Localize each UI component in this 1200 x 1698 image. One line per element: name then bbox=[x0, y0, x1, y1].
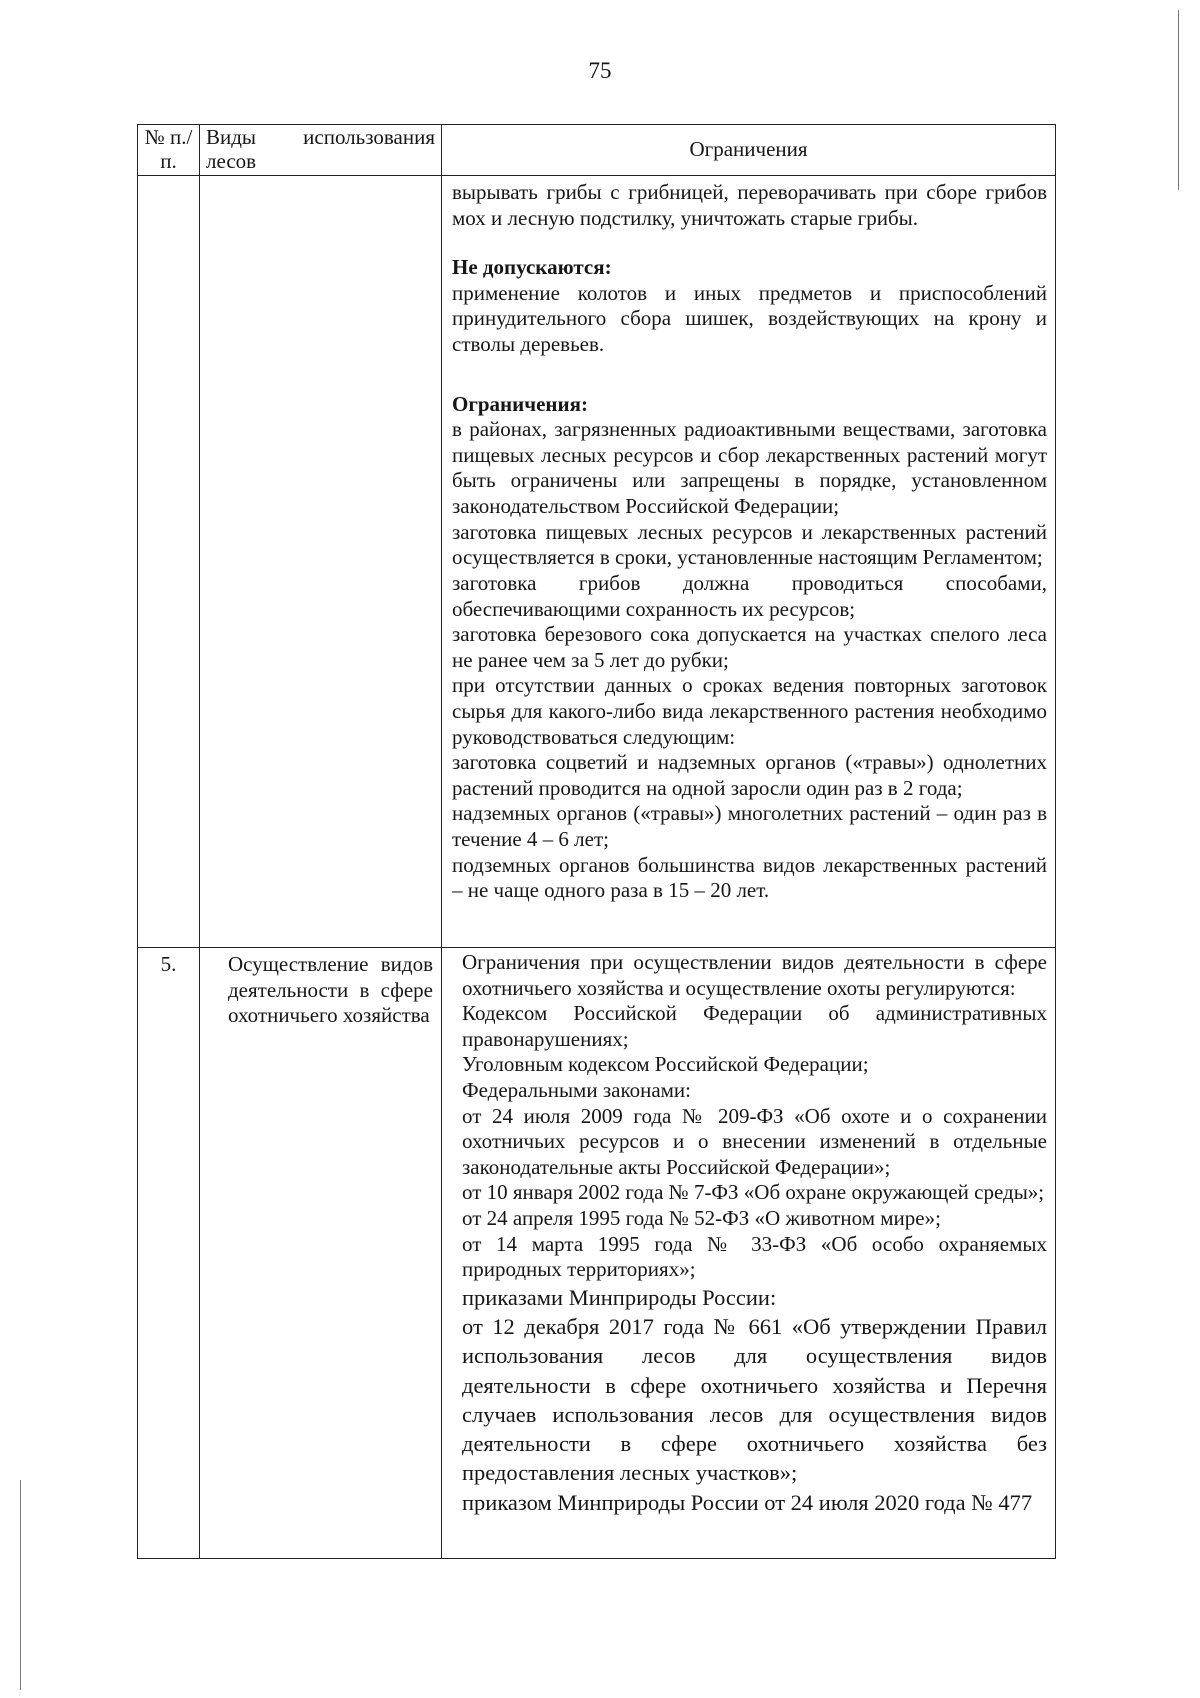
restrictions-table bbox=[137, 124, 1056, 1559]
right-margin-line bbox=[1178, 10, 1179, 190]
prohibited-text: применение колотов и иных предметов и приспособлений принудительного сбора шишек, воздействующих на крону и стволы деревьев. bbox=[452, 280, 1047, 357]
cell-restrictions-continued bbox=[442, 176, 1056, 948]
header-usage-word-1: Виды bbox=[206, 125, 257, 149]
prohibited-heading: Не допускаются: bbox=[452, 255, 612, 280]
row-usage-type: Осуществление видов деятельности в сфере охотничьего хозяйства bbox=[200, 948, 442, 1559]
cell-number-empty bbox=[138, 176, 200, 948]
regulation-item: приказами Минприроды России: bbox=[462, 1284, 777, 1310]
restriction-item: заготовка соцветий и надземных органов («травы») однолетних растений проводится на одной заросли один раз в 2 года; bbox=[452, 750, 1047, 800]
page-number: 75 bbox=[588, 58, 612, 83]
restriction-item: заготовка грибов должна проводиться способами, обеспечивающими сохранность их ресурсов; bbox=[452, 570, 1047, 621]
regulation-item: от 24 июля 2009 года № 209-ФЗ «Об охоте и о сохранении охотничьих ресурсов и о внесении изменений в отдельные законодательные акты Российской Федерации»; bbox=[462, 1103, 1047, 1179]
row-number: 5. bbox=[138, 948, 200, 1559]
regulation-item: от 14 марта 1995 года № 33-ФЗ «Об особо охраняемых природных территориях»; bbox=[462, 1231, 1047, 1282]
restriction-item: при отсутствии данных о сроках ведения повторных заготовок сырья для какого-либо вида лекарственного растения необходимо руководствоваться следующим: bbox=[452, 673, 1047, 749]
header-usage-word-3: лесов bbox=[206, 149, 257, 174]
left-margin-line bbox=[20, 1480, 21, 1690]
header-usage-word-2: использования bbox=[303, 125, 435, 149]
header-number: № п./п. bbox=[138, 125, 200, 176]
table-row-5 bbox=[138, 948, 1056, 1559]
regulation-item: от 12 декабря 2017 года № 661 «Об утверждении Правил использования лесов для осуществления видов деятельности в сфере охотничьего хозяйства и Перечня случаев использования лесов для осуществления видов деятельности в сфере охотничьего хозяйства без предоставления лесных участков»; bbox=[462, 1314, 1047, 1486]
restriction-item: заготовка березового сока допускается на участках спелого леса не ранее чем за 5 лет до рубки; bbox=[452, 622, 1047, 672]
row-restrictions bbox=[442, 948, 1056, 1559]
restriction-item: заготовка пищевых лесных ресурсов и лекарственных растений осуществляется в сроки, установленные настоящим Регламентом; bbox=[452, 519, 1047, 570]
regulation-item: Кодексом Российской Федерации об административных правонарушениях; bbox=[462, 1001, 1047, 1051]
restriction-item: в районах, загрязненных радиоактивными веществами, заготовка пищевых лесных ресурсов и сбор лекарственных растений могут быть ограничены или запрещены в порядке, установленном законодательством Российской Федерации; bbox=[452, 417, 1047, 519]
restriction-item: подземных органов большинства видов лекарственных растений – не чаще одного раза в 15 – 20 лет. bbox=[452, 852, 1047, 903]
regulation-item: Ограничения при осуществлении видов деятельности в сфере охотничьего хозяйства и осуществление охоты регулируются: bbox=[462, 950, 1047, 1000]
restrictions-heading: Ограничения: bbox=[452, 391, 588, 416]
regulation-item: от 24 апреля 1995 года № 52-ФЗ «О животном мире»; bbox=[462, 1206, 941, 1231]
header-restrictions: Ограничения bbox=[442, 125, 1056, 176]
table-row-continuation bbox=[138, 176, 1056, 948]
header-usage-type bbox=[200, 125, 442, 176]
regulation-item: приказом Минприроды России от 24 июля 2020 года № 477 bbox=[462, 1489, 1033, 1515]
restriction-item: надземных органов («травы») многолетних растений – один раз в течение 4 – 6 лет; bbox=[452, 801, 1047, 852]
cell-usage-empty bbox=[200, 176, 442, 948]
table-header-row bbox=[138, 125, 1056, 176]
regulation-item: Федеральными законами: bbox=[462, 1078, 692, 1103]
regulation-item: от 10 января 2002 года № 7-ФЗ «Об охране окружающей среды»; bbox=[462, 1180, 1045, 1205]
continued-text: вырывать грибы с грибницей, переворачивать при сборе грибов мох и лесную подстилку, уничтожать старые грибы. bbox=[452, 180, 1047, 230]
regulation-item: Уголовным кодексом Российской Федерации; bbox=[462, 1052, 869, 1077]
